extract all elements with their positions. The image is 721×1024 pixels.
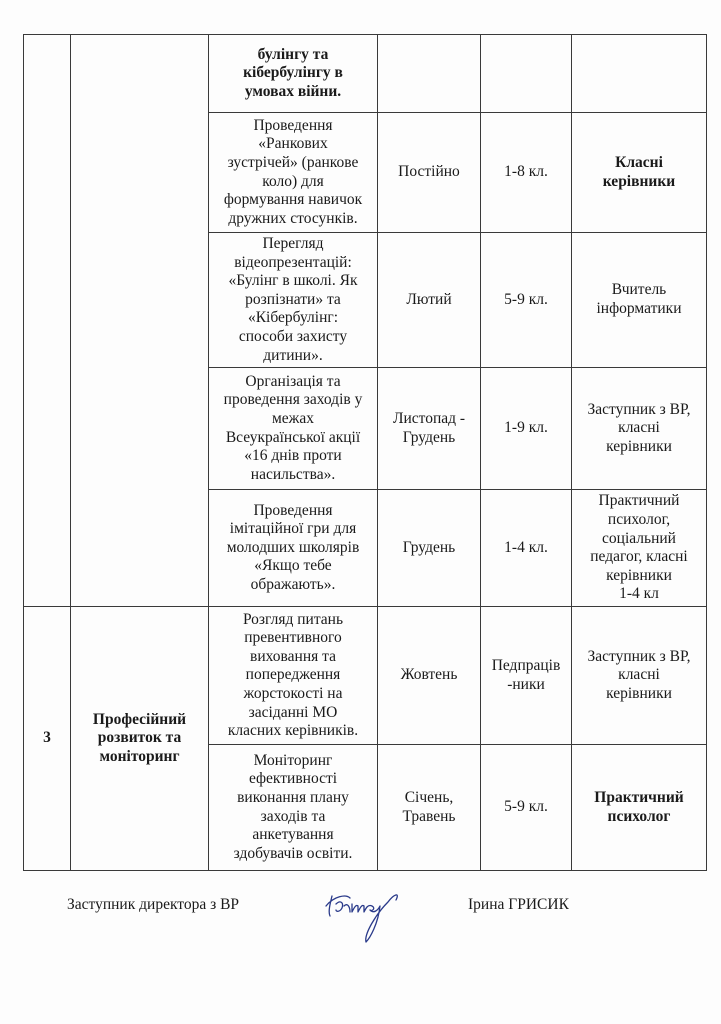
responsible-cell [572, 35, 707, 113]
section-number-cell [24, 35, 71, 607]
activity-cell: Проведення імітаційної гри для молодших школярів «Якщо тебе ображають». [209, 490, 378, 607]
section-title-cell [71, 35, 209, 607]
term-cell: Грудень [378, 490, 481, 607]
responsible-cell: Заступник з ВР, класні керівники [572, 607, 707, 745]
term-cell: Лютий [378, 233, 481, 368]
responsible-cell: Практичний психолог, соціальний педагог, класні керівники 1-4 кл [572, 490, 707, 607]
activity-cell: Проведення «Ранкових зустрічей» (ранкове коло) для формування навичок дружних стосунків. [209, 113, 378, 233]
activity-cell: Розгляд питань превентивного виховання та попередження жорстокості на засіданні МО класних керівників. [209, 607, 378, 745]
responsible-cell: Вчитель інформатики [572, 233, 707, 368]
signer-role: Заступник директора з ВР [67, 896, 240, 913]
activity-cell: Моніторинг ефективності виконання плану заходів та анкетування здобувачів освіти. [209, 745, 378, 871]
activity-cell: Перегляд відеопрезентацій: «Булінг в школі. Як розпізнати» та «Кібербулінг: способи захисту дитини». [209, 233, 378, 368]
table-row [24, 607, 707, 745]
term-cell: Жовтень [378, 607, 481, 745]
participants-cell: 1-8 кл. [481, 113, 572, 233]
section-title-cell: Професійний розвиток та моніторинг [71, 607, 209, 871]
term-cell: Січень, Травень [378, 745, 481, 871]
participants-cell [481, 35, 572, 113]
term-cell: Листопад - Грудень [378, 368, 481, 490]
participants-cell: 5-9 кл. [481, 745, 572, 871]
participants-cell: Педпрацiв -ники [481, 607, 572, 745]
responsible-cell: Практичний психолог [572, 745, 707, 871]
activity-cell: Організація та проведення заходів у межах Всеукраїнської акції «16 днів проти насильства». [209, 368, 378, 490]
table-row [24, 35, 707, 113]
responsible-cell: Класні керівники [572, 113, 707, 233]
signature-block [0, 888, 721, 948]
term-cell: Постійно [378, 113, 481, 233]
activity-cell: булінгу та кібербулінгу в умовах війни. [209, 35, 378, 113]
activities-table [23, 34, 707, 871]
section-number-cell: 3 [24, 607, 71, 871]
signer-name: Ірина ГРИСИК [468, 896, 569, 913]
participants-cell: 1-9 кл. [481, 368, 572, 490]
responsible-cell: Заступник з ВР, класні керівники [572, 368, 707, 490]
term-cell [378, 35, 481, 113]
participants-cell: 5-9 кл. [481, 233, 572, 368]
signature-icon [320, 884, 410, 946]
participants-cell: 1-4 кл. [481, 490, 572, 607]
